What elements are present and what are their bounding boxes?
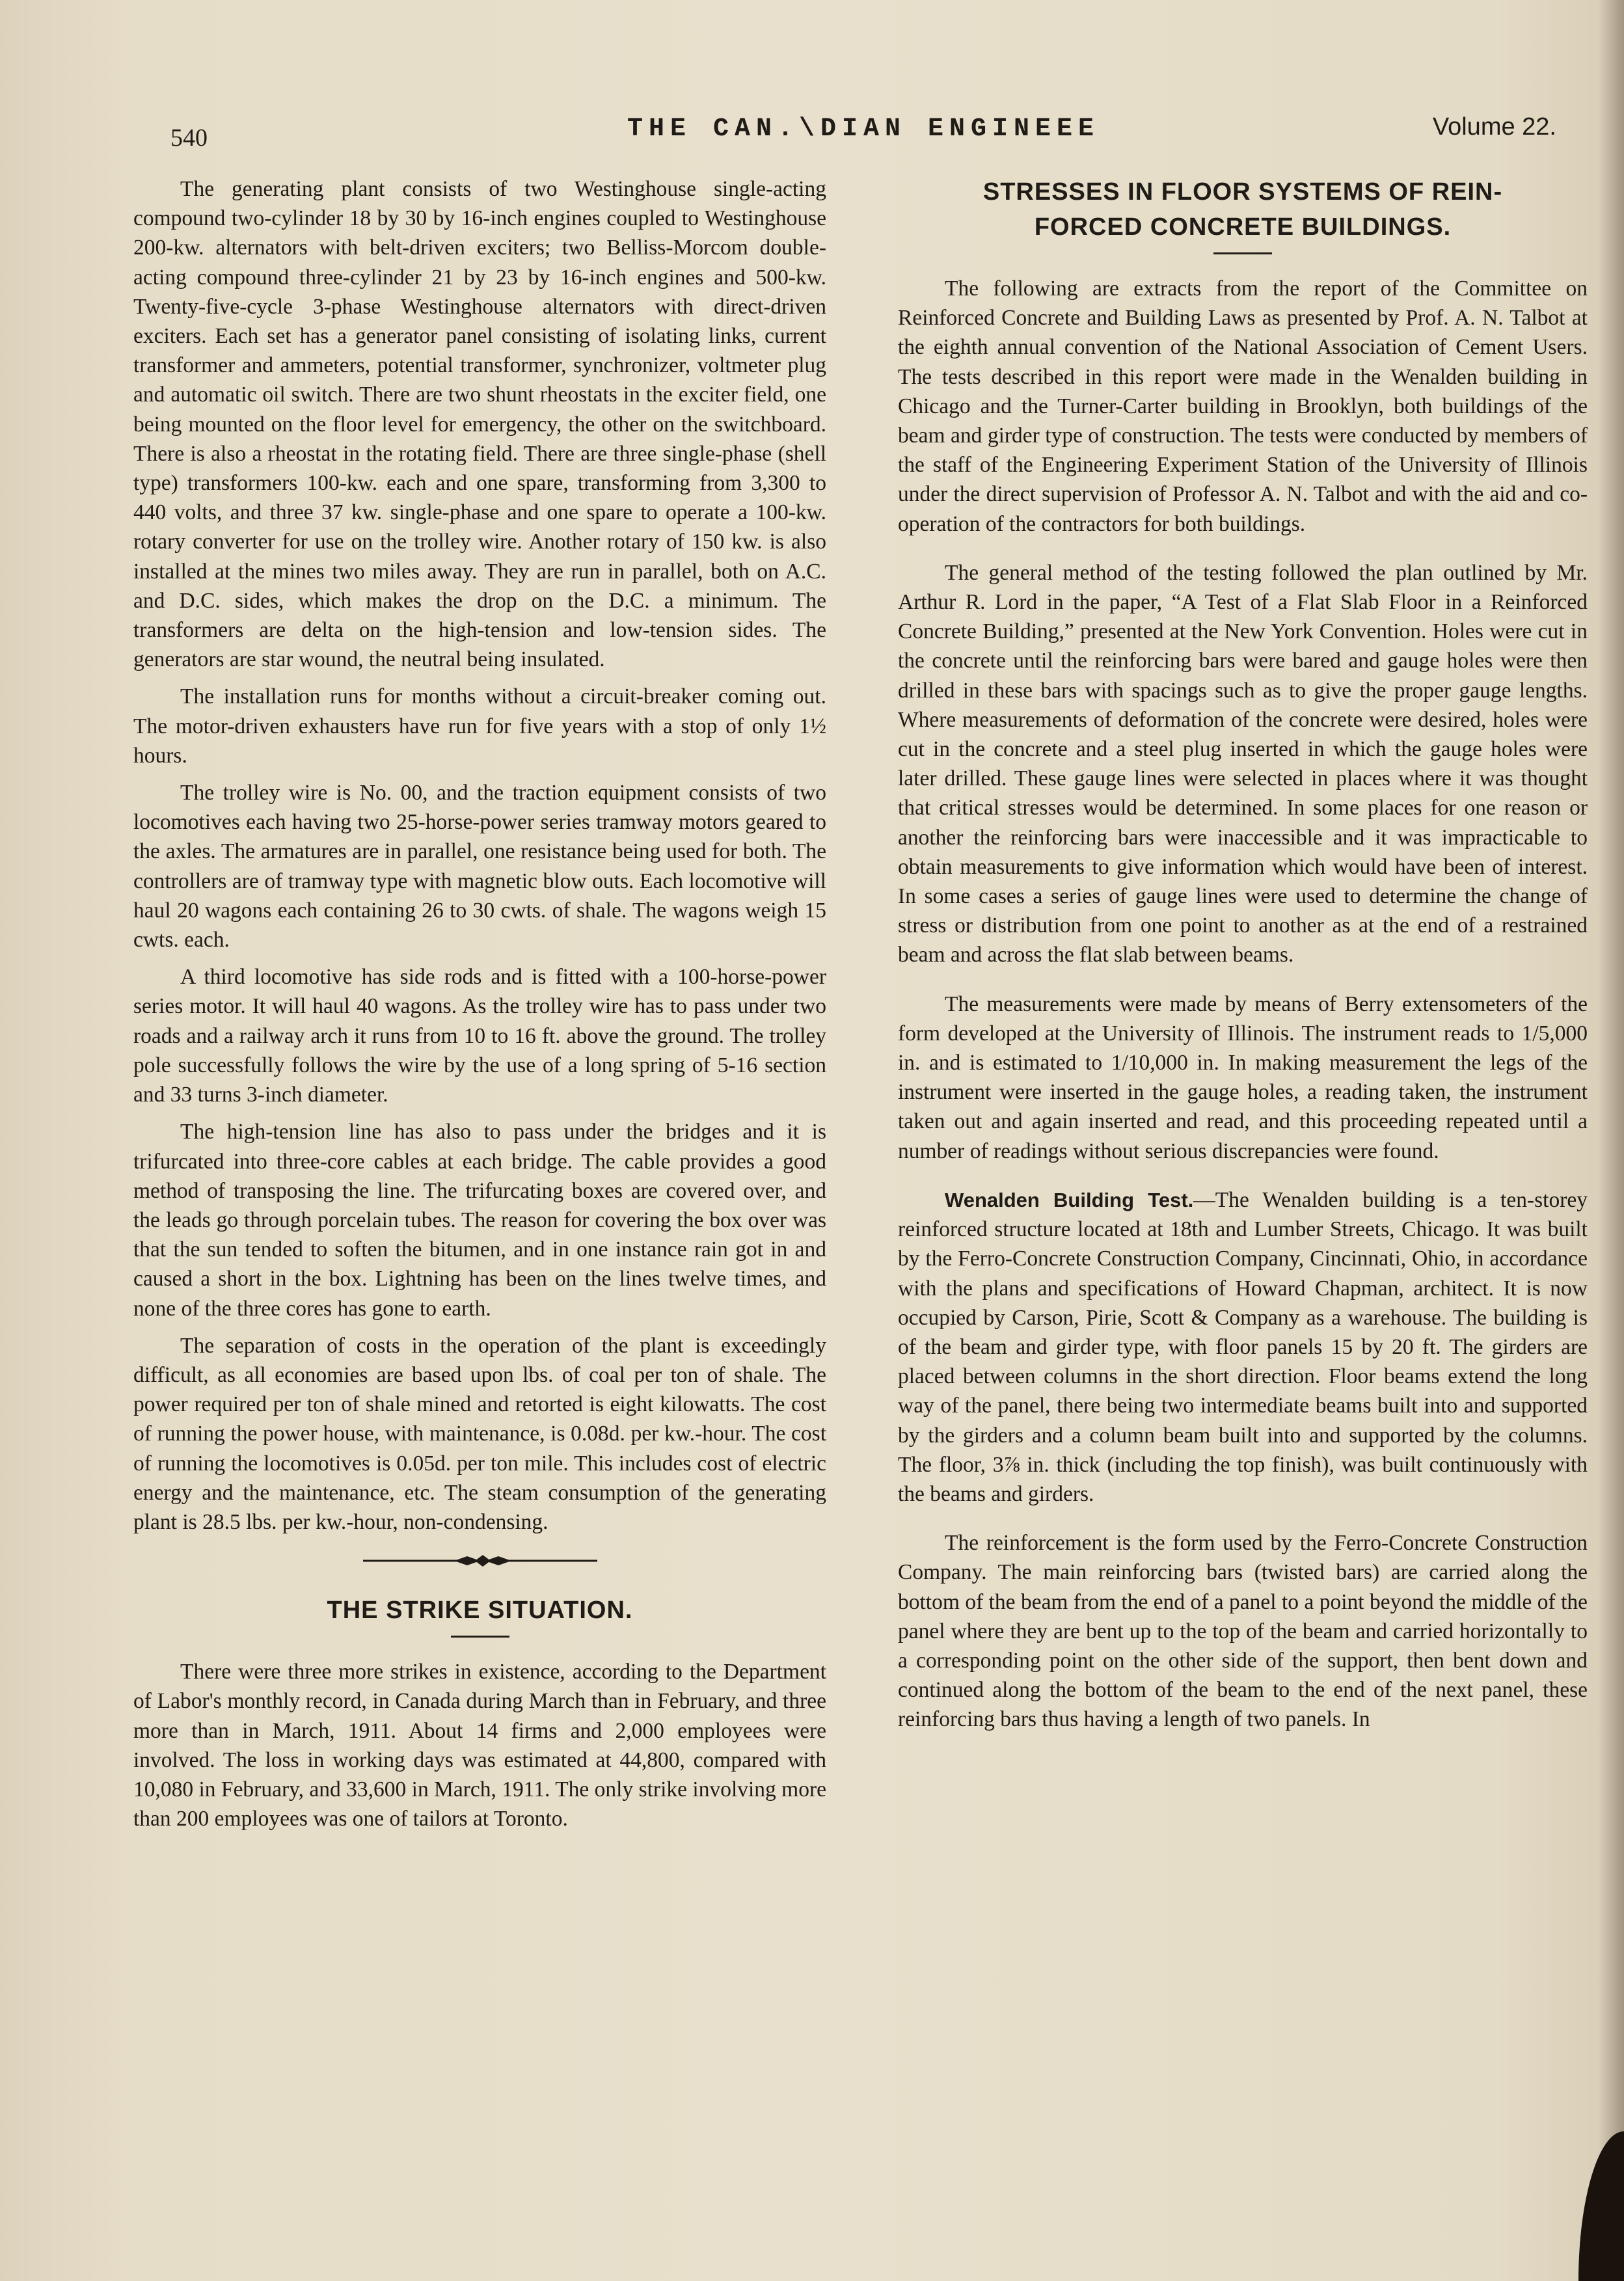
right-column <box>898 174 1588 1754</box>
article-paragraph: The separation of costs in the operation of the plant is exceedingly difficult, as all economies are based upon lbs. of coal per ton of shale. The power required per ton of shale mined and retorted is eight kilowatts. The cost of running the power house, with maintenance, is 0.08d. per kw.-hour. The cost of running the locomotives is 0.05d. per ton mile. This includes cost of electric energy and the maintenance, etc. The steam consumption of the generating plant is 28.5 lbs. per kw.-hour, non-condensing. <box>133 1333 826 1534</box>
article-paragraph: The reinforcement is the form used by the Ferro-Concrete Construction Company. The main reinforcing bars (twisted bars) are carried along the bottom of the beam from the end of a panel to a point beyond the middle of the panel where they are bent up to the top of the beam and carried horizontally to a corresponding point on the other side of the support, then bent down and continued along the bottom of the beam to the end of the next panel, these reinforcing bars thus having a length of two panels. In <box>898 1531 1588 1732</box>
binding-shadow <box>1598 0 1624 2281</box>
article-paragraph: The generating plant consists of two Westinghouse single-acting compound two-cylinder 18 by 30 by 16-inch engines coupled to Westinghouse 200-kw. alternators with belt-driven exciters; two Belliss-Morcom double-acting compound three-cylinder 21 by 23 by 16-inch engines and 500-kw. Twenty-five-cycle 3-phase Westinghouse alternators with direct-driven exciters. Each set has a generator panel consisting of isolating links, current transformer and ammeters, potential transformer, synchronizer, voltmeter plug and automatic oil switch. There are two shunt rheostats in the exciter field, one being mounted on the floor level for emergency, the other on the switchboard. There is also a rheostat in the rotating field. There are three single-phase (shell type) transformers 100-kw. each and one spare, transforming from 3,300 to 440 volts, and three 37 kw. single-phase and one spare to operate a 100-kw. rotary converter for use on the trolley wire. Another rotary of 150 kw. is also installed at the mines two miles away. They are run in parallel, both on A.C. and D.C. sides, which makes the drop on the D.C. a minimum. The transformers are delta on the high-tension and low-tension sides. The generators are star wound, the neutral being insulated. <box>133 177 826 672</box>
article-paragraph: The installation runs for months without a circuit-breaker coming out. The motor-driven exhausters have run for five years with a stop of only 1½ hours. <box>133 684 826 768</box>
wenalden-heading: Wenalden Building Test. <box>945 1188 1194 1211</box>
page-number: 540 <box>170 124 208 152</box>
article-paragraph: The trolley wire is No. 00, and the traction equipment consists of two locomotives each having two 25-horse-power series tramway motors geared to the axles. The armatures are in parallel, one resistance being used for both. The controllers are of tramway type with magnetic blow outs. Each locomotive will haul 20 wagons each containing 26 to 30 cwts. of shale. The wagons weigh 15 cwts. each. <box>133 781 826 952</box>
wenalden-paragraph <box>898 1185 1588 1509</box>
article-paragraph: A third locomotive has side rods and is fitted with a 100-horse-power series motor. It will haul 40 wagons. As the trolley wire has to pass under two roads and a railway arch it runs from 10 to 16 ft. above the ground. The trolley pole successfully follows the wire by the use of a long spring of 5-16 section and 33 turns 3-inch diameter. <box>133 965 826 1107</box>
left-column <box>133 174 826 1841</box>
article-paragraph: The general method of the testing followed the plan outlined by Mr. Arthur R. Lord in the paper, “A Test of a Flat Slab Floor in a Reinforced Concrete Building,” presented at the New York Convention. Holes were cut in the concrete until the reinforcing bars were bared and gauge holes were then drilled in these bars with spacings such as to give the proper gauge lengths. Where measurements of deformation of the concrete were desired, holes were cut in the concrete and a steel plug inserted in which the gauge holes were later drilled. These gauge lines were selected in places where it was thought that critical stresses would be determined. In some places for one reason or another the reinforcing bars were inaccessible and it was impracticable to obtain measurements to give information which would have been of interest. In some cases a series of gauge lines were used to determine the change of stress or distribution from one point to another as at the end of a restrained beam and across the flat slab between beams. <box>898 560 1588 967</box>
wenalden-text: —The Wenalden building is a ten-storey reinforced structure located at 18th and Lumber Streets, Chicago. It was built by the Ferro-Concrete Construction Company, Cincinnati, Ohio, in accordance with the plans and specifications of Howard Chapman, architect. It is now occupied by Carson, Pirie, Scott & Company as a warehouse. The building is of the beam and girder type, with floor panels 15 by 20 ft. The girders are placed between columns in the short direction. Floor beams extend the long way of the panel, there being two intermediate beams built into and supported by the girders and a column beam built into and supported by the columns. The floor, 3⅞ in. thick (including the top finish), was built continuously with the beams and girders. <box>898 1187 1588 1506</box>
article-paragraph: The high-tension line has also to pass under the bridges and it is trifurcated into three-core cables at each bridge. The cable provides a good method of transposing the line. The trifurcating boxes are covered over, and the leads go through porcelain tubes. The reason for covering the box over was that the sun tended to soften the bitumen, and in one instance rain got in and caused a short in the box. Lightning has been on the lines twelve times, and none of the three cores has gone to earth. <box>133 1120 826 1321</box>
title-line-2: FORCED CONCRETE BUILDINGS. <box>1034 213 1452 241</box>
journal-title: THE CAN.\DIAN ENGINEEE <box>627 115 1100 144</box>
title-rule <box>1213 252 1272 254</box>
running-header <box>170 109 1556 152</box>
article-paragraph: The measurements were made by means of Berry extensometers of the form developed at the University of Illinois. The instrument reads to 1/5,000 in. and is estimated to 1/10,000 in. In making measurement the legs of the instrument were inserted in the gauge holes, a reading taken, the instrument taken out and again inserted and read, and this proceeding repeated until a number of readings without serious discrepancies were found. <box>898 992 1588 1163</box>
stresses-article-title <box>898 174 1588 245</box>
title-rule <box>451 1636 509 1638</box>
article-paragraph: The following are extracts from the report of the Committee on Reinforced Concrete and Building Laws as presented by Prof. A. N. Talbot at the eighth annual convention of the National Association of Cement Users. The tests described in this report were made in the Wenalden building in Chicago and the Turner-Carter building in Brooklyn, both buildings of the beam and girder type of construction. The tests were conducted by members of the staff of the Engineering Experiment Station of the University of Illinois under the direct supervision of Professor A. N. Talbot and with the aid and co-operation of the contractors for both buildings. <box>898 277 1588 536</box>
section-divider-ornament <box>363 1551 597 1571</box>
strike-section-title: THE STRIKE SITUATION. <box>327 1597 633 1625</box>
title-line-1: STRESSES IN FLOOR SYSTEMS OF REIN- <box>982 178 1503 206</box>
page-corner-shadow <box>1578 2131 1624 2281</box>
volume-label: Volume 22. <box>1432 113 1556 141</box>
strike-paragraph: There were three more strikes in existence, according to the Department of Labor's monthly record, in Canada during March than in February, and three more than in March, 1911. About 14 firms and 2,000 employees were involved. The loss in working days was estimated at 44,800, compared with 10,080 in February, and 33,600 in March, 1911. The only strike involving more than 200 employees was one of tailors at Toronto. <box>133 1660 827 1831</box>
